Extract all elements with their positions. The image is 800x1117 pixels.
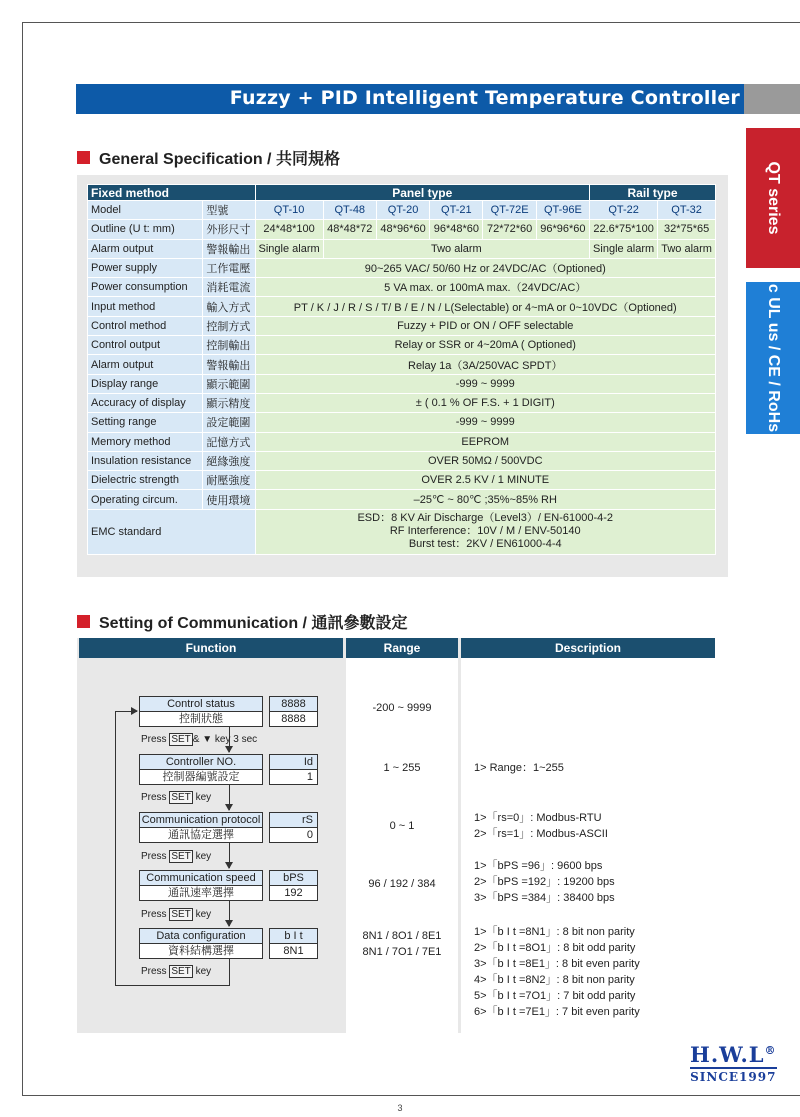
speed-display: bPS 192 — [269, 870, 318, 901]
table-row: Alarm output 警報輸出 Single alarm Two alarm Single alarm Two alarm — [88, 239, 716, 258]
set-key-icon: SET — [171, 909, 191, 920]
range-control-status: -200 ~ 9999 — [372, 702, 432, 714]
range-column — [346, 638, 458, 1033]
loop-line — [115, 711, 116, 986]
title-bar — [76, 84, 748, 114]
desc-speed: 1>「bPS =96」: 9600 bps 2>「bPS =192」: 19200 bps 3>「bPS =384」: 38400 bps — [474, 860, 615, 904]
key-instruction: Press SET key — [141, 909, 212, 920]
table-row: Outline (U t: mm) 外形尺寸 24*48*100 48*48*72 48*96*60 96*48*60 72*72*60 96*96*60 22.6*75*100 32*75*65 — [88, 220, 716, 239]
flow-line — [229, 958, 230, 985]
key-instruction: Press SET & ▼ key 3 sec — [141, 734, 258, 745]
range-controller-no: 1 ~ 255 — [383, 762, 421, 774]
hwl-logo: H.W.L® SINCE1997 — [690, 1042, 777, 1084]
arrow-right-icon — [131, 707, 138, 715]
key-instruction: Press SET key — [141, 851, 212, 862]
table-row: Model 型號 QT-10 QT-48 QT-20 QT-21 QT-72E QT-96E QT-22 QT-32 — [88, 201, 716, 220]
set-key-icon: SET — [171, 966, 191, 977]
desc-controller-no: 1> Range：1~255 — [474, 762, 564, 774]
table-header-row — [88, 185, 716, 201]
desc-data-config: 1>「b I t =8N1」: 8 bit non parity 2>「b I t =8O1」: 8 bit odd parity 3>「b I t =8E1」: 8 bit even parity 4>「b I t =8N2」: 8 bit non parity 5>「b I t =7O1」: 7 bit odd parity 6>「b I t =7E1」: 7 bit even parity — [474, 926, 640, 1018]
range-protocol: 0 ~ 1 — [389, 820, 415, 832]
table-row: Display range 顯示範圍 -999 ~ 9999 — [88, 374, 716, 393]
table-row: Memory method 記憶方式 EEPROM — [88, 432, 716, 451]
red-square-icon — [77, 151, 90, 164]
controller-no-box: Controller NO. 控制器編號設定 — [139, 754, 263, 785]
key-instruction: Press SET key — [141, 966, 212, 977]
table-row: Dielectric strength 耐壓強度 OVER 2.5 KV / 1 MINUTE — [88, 471, 716, 490]
range-data-config: 8N1 / 8O1 / 8E1 8N1 / 7O1 / 7E1 — [362, 930, 442, 958]
table-row: Power consumption 消耗電流 5 VA max. or 100mA max.（24VDC/AC） — [88, 278, 716, 297]
control-status-display: 8888 8888 — [269, 696, 318, 727]
data-config-display: b I t 8N1 — [269, 928, 318, 959]
speed-box: Communication speed 通訊速率選擇 — [139, 870, 263, 901]
header-fixed-method: Fixed method — [88, 185, 256, 201]
range-speed: 96 / 192 / 384 — [368, 878, 436, 890]
control-status-box: Control status 控制狀態 — [139, 696, 263, 727]
title-bar-grey-tab — [744, 84, 800, 114]
general-spec-table — [87, 184, 716, 555]
range-header: Range — [346, 638, 458, 658]
data-config-box: Data configuration 資料結構選擇 — [139, 928, 263, 959]
qt-series-tab: QT series — [746, 128, 800, 268]
arrow-down-icon — [225, 804, 233, 811]
arrow-down-icon — [225, 920, 233, 927]
table-row: Setting range 設定範圍 -999 ~ 9999 — [88, 413, 716, 432]
page-number: 3 — [397, 1103, 403, 1113]
set-key-icon: SET — [171, 734, 191, 745]
protocol-box: Communication protocol 通訊協定選擇 — [139, 812, 263, 843]
table-row: Operating circum. 使用環境 –25℃ ~ 80℃ ;35%~85% RH — [88, 490, 716, 509]
set-key-icon: SET — [171, 792, 191, 803]
function-header: Function — [79, 638, 343, 658]
description-header: Description — [461, 638, 715, 658]
comm-heading: Setting of Communication / 通訊參數設定 — [77, 610, 407, 633]
arrow-down-icon — [225, 746, 233, 753]
desc-protocol: 1>「rs=0」: Modbus-RTU 2>「rs=1」: Modbus-ASCII — [474, 812, 608, 840]
set-key-icon: SET — [171, 851, 191, 862]
table-row: Input method 輸入方式 PT / K / J / R / S / T/ B / E / N / L(Selectable) or 4~mA or 0~10VDC（Optioned) — [88, 297, 716, 316]
table-row: Alarm output 警報輸出 Relay 1a（3A/250VAC SPDT） — [88, 355, 716, 374]
page-title: Fuzzy + PID Intelligent Temperature Controller — [229, 87, 740, 109]
table-row: Power supply 工作電壓 90~265 VAC/ 50/60 Hz or 24VDC/AC（Optioned) — [88, 258, 716, 277]
key-instruction: Press SET key — [141, 792, 212, 803]
table-row: Control output 控制輸出 Relay or SSR or 4~20mA ( Optioned) — [88, 336, 716, 355]
controller-no-display: Id 1 — [269, 754, 318, 785]
general-spec-heading: General Specification / 共同規格 — [77, 146, 340, 169]
table-row: Control method 控制方式 Fuzzy + PID or ON / OFF selectable — [88, 316, 716, 335]
red-square-icon — [77, 615, 90, 628]
header-panel-type: Panel type — [255, 185, 590, 201]
table-row: Accuracy of display 顯示精度 ± ( 0.1 % OF F.S. + 1 DIGIT) — [88, 393, 716, 412]
arrow-down-icon — [225, 862, 233, 869]
loop-line — [115, 985, 230, 986]
protocol-display: rS 0 — [269, 812, 318, 843]
certification-tab: c UL us / CE / RoHs — [746, 282, 800, 434]
header-rail-type: Rail type — [590, 185, 716, 201]
table-row-emc: EMC standard ESD：8 KV Air Discharge（Level3）/ EN-61000-4-2 RF Interference：10V / M / ENV-50140 Burst test：2KV / EN61000-4-4 — [88, 509, 716, 554]
table-row: Insulation resistance 絕緣強度 OVER 50MΩ / 500VDC — [88, 451, 716, 470]
